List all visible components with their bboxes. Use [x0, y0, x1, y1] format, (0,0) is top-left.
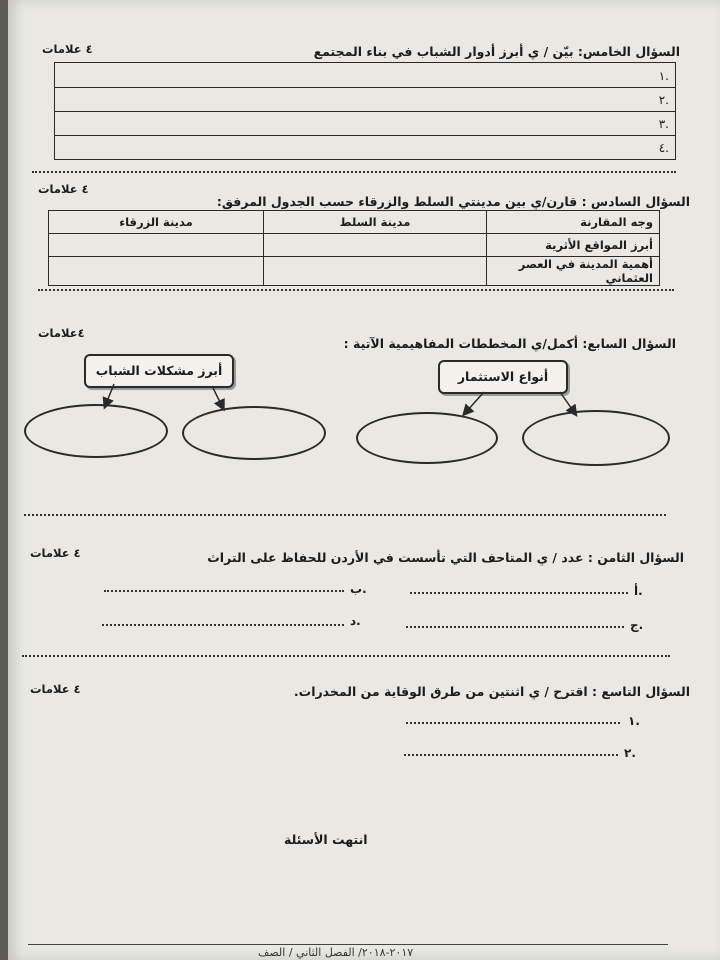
separator: [22, 655, 670, 657]
q5-row-number: ١.: [658, 69, 669, 83]
q8-marks: ٤ علامات: [30, 546, 81, 560]
q8-title: السؤال الثامن : عدد / ي المتاحف التي تأسست في الأردن للحفاظ على التراث: [207, 550, 684, 565]
table-row-label: أهمية المدينة في العصر العثماني: [487, 257, 660, 286]
answer-line: [406, 722, 620, 724]
q9-marks: ٤ علامات: [30, 682, 81, 696]
answer-line: [404, 754, 618, 756]
arrow-icon: [106, 384, 114, 404]
answer-ellipse: [356, 412, 498, 464]
q7-marks: ٤علامات: [38, 326, 85, 340]
answer-line: [406, 626, 624, 628]
table-header-cell: وجه المقارنة: [487, 211, 660, 234]
answer-line: [102, 624, 344, 626]
arrow-icon: [212, 386, 222, 406]
answer-ellipse: [522, 410, 670, 466]
answer-line: [104, 590, 344, 592]
q6-marks: ٤ علامات: [38, 182, 89, 196]
answer-label: ب.: [350, 582, 367, 596]
answer-label: أ.: [634, 584, 643, 598]
q6-title: السؤال السادس : قارن/ي بين مدينتي السلط والزرقاء حسب الجدول المرفق:: [216, 194, 690, 209]
footer-rule: [28, 944, 668, 945]
arrow-icon: [560, 392, 574, 412]
q7-title: السؤال السابع: أكمل/ي المخططات المفاهيمية الآتية :: [343, 336, 676, 351]
concept-box-investment-types: أنواع الاستثمار: [438, 360, 568, 394]
q9-title: السؤال التاسع : اقترح / ي اثنتين من طرق الوقاية من المخدرات.: [293, 684, 690, 699]
table-row-label: أبرز المواقع الأثرية: [487, 234, 660, 257]
table-header-cell: مدينة السلط: [264, 211, 487, 234]
q5-row-number: ٤.: [658, 141, 669, 155]
exam-sheet: [8, 0, 720, 960]
answer-label: د.: [350, 614, 361, 628]
answer-ellipse: [182, 406, 326, 460]
answer-label: ج.: [630, 618, 644, 632]
answer-label: ١.: [628, 714, 640, 728]
q5-title: السؤال الخامس: بيّن / ي أبرز أدوار الشباب في بناء المجتمع: [313, 44, 680, 59]
end-of-questions: انتهت الأسئلة: [284, 832, 368, 847]
arrow-icon: [466, 392, 484, 412]
q5-row-number: ٣.: [658, 117, 669, 131]
q5-row-number: ٢.: [658, 93, 669, 107]
q5-marks: ٤ علامات: [42, 42, 93, 56]
answer-line: [410, 592, 628, 594]
answer-ellipse: [24, 404, 168, 458]
separator: [24, 514, 666, 516]
table-header-cell: مدينة الزرقاء: [49, 211, 264, 234]
concept-box-youth-problems: أبرز مشكلات الشباب: [84, 354, 234, 388]
answer-label: ٢.: [624, 746, 636, 760]
footer-text: ٢٠١٧-٢٠١٨/ الفصل الثاني / الصف: [258, 946, 414, 959]
